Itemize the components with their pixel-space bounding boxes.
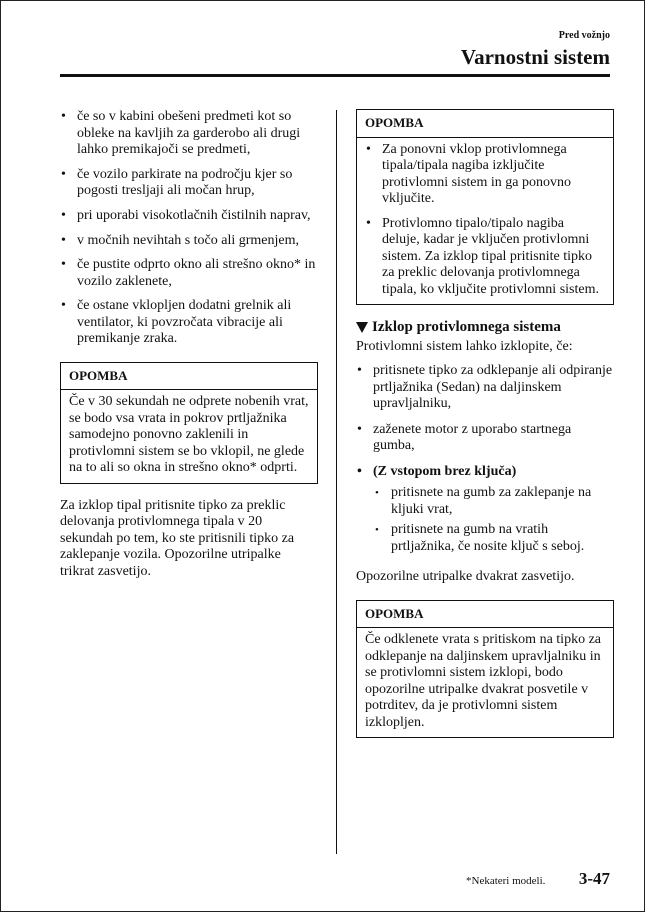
list-item: • pri uporabi visokotlačnih čistilnih naprav, [60, 208, 318, 225]
list-item: • pritisnete tipko za odklepanje ali odpiranje prtljažnika (Sedan) na daljinskem upravljalniku, [356, 363, 614, 413]
column-divider [336, 110, 337, 854]
section-heading-text: Izklop protivlomnega sistema [372, 319, 561, 335]
note-heading: OPOMBA [61, 363, 317, 391]
list-item: • če vozilo parkirate na področju kjer so pogosti tresljaji ali močan hrup, [60, 167, 318, 200]
list-item: • če pustite odprto okno ali strešno okno* in vozilo zaklenete, [60, 257, 318, 290]
note-heading: OPOMBA [357, 601, 613, 629]
note-box [60, 362, 318, 484]
sub-list-item: • pritisnete na gumb na vratih prtljažnika, če nosite ključ s seboj. [373, 522, 614, 555]
list-item: • če ostane vklopljen dodatni grelnik ali ventilator, ki povzročata vibracije ali premikanje zraka. [60, 298, 318, 348]
sub-list-item: • pritisnete na gumb za zaklepanje na kljuki vrat, [373, 485, 614, 518]
list-item: • Protivlomno tipalo/tipalo nagiba deluje, kadar je vključen protivlomni sistem. Za izklop tipal pritisnite tipko za preklic delovanja protivlomnega tipala, ko vključite protivlomni sistem. [365, 216, 605, 299]
note-text: Če odklenete vrata s pritiskom na tipko za odklepanje na daljinskem upravljalniku in se protivlomni sistem izklopi, bodo opozorilne utripalke dvakrat posvetile v potrditev, da je protivlomni sistem izklopljen. [365, 632, 601, 730]
keyless-label: (Z vstopom brez ključa) [373, 463, 517, 479]
triangle-down-icon [356, 322, 368, 333]
intro-text: Protivlomni sistem lahko izklopite, če: [356, 338, 573, 354]
note-text: Če v 30 sekundah ne odprete nobenih vrat, se bodo vsa vrata in pokrov prtljažnika samodejno ponovno zaklenili in protivlomni sistem se bo vklopil, ne glede na to ali so okna in strešno okno* odprti. [69, 394, 309, 476]
note-box [356, 600, 614, 739]
section-label: Pred vožnjo [558, 30, 610, 41]
right-column [356, 109, 614, 738]
note-heading: OPOMBA [357, 110, 613, 138]
list-item: • v močnih nevihtah s točo ali grmenjem, [60, 233, 318, 250]
conditions-list [60, 109, 318, 348]
list-item: • Za ponovni vklop protivlomnega tipala/tipala nagiba izključite protivlomni sistem in ga ponovno vključite. [365, 142, 605, 208]
footnote: *Nekateri modeli. [466, 875, 546, 887]
list-item: • zaženete motor z uporabo startnega gumba, [356, 422, 614, 455]
note-box [356, 109, 614, 305]
left-column [60, 109, 318, 580]
note-body [357, 138, 613, 305]
header-rule [60, 74, 610, 77]
note-list [365, 142, 605, 299]
page-title: Varnostni sistem [460, 45, 610, 69]
keyless-sublist [373, 485, 614, 555]
list-item-keyless [356, 464, 614, 556]
sensor-cancel-paragraph: Za izklop tipal pritisnite tipko za preklic delovanja protivlomnega tipala v 20 sekundah po tem, ko ste pritisnili tipko za zaklepanje vozila. Opozorilne utripalke trikrat zasvetijo. [60, 497, 295, 579]
hazard-lights-text: Opozorilne utripalke dvakrat zasvetijo. [356, 569, 575, 584]
disarm-list [356, 363, 614, 555]
page-number: 3-47 [578, 869, 610, 888]
section-heading [356, 319, 614, 336]
list-item: • če so v kabini obešeni predmeti kot so obleke na kavljih za garderobo ali drugi lahko premikajoči se predmeti, [60, 109, 318, 159]
